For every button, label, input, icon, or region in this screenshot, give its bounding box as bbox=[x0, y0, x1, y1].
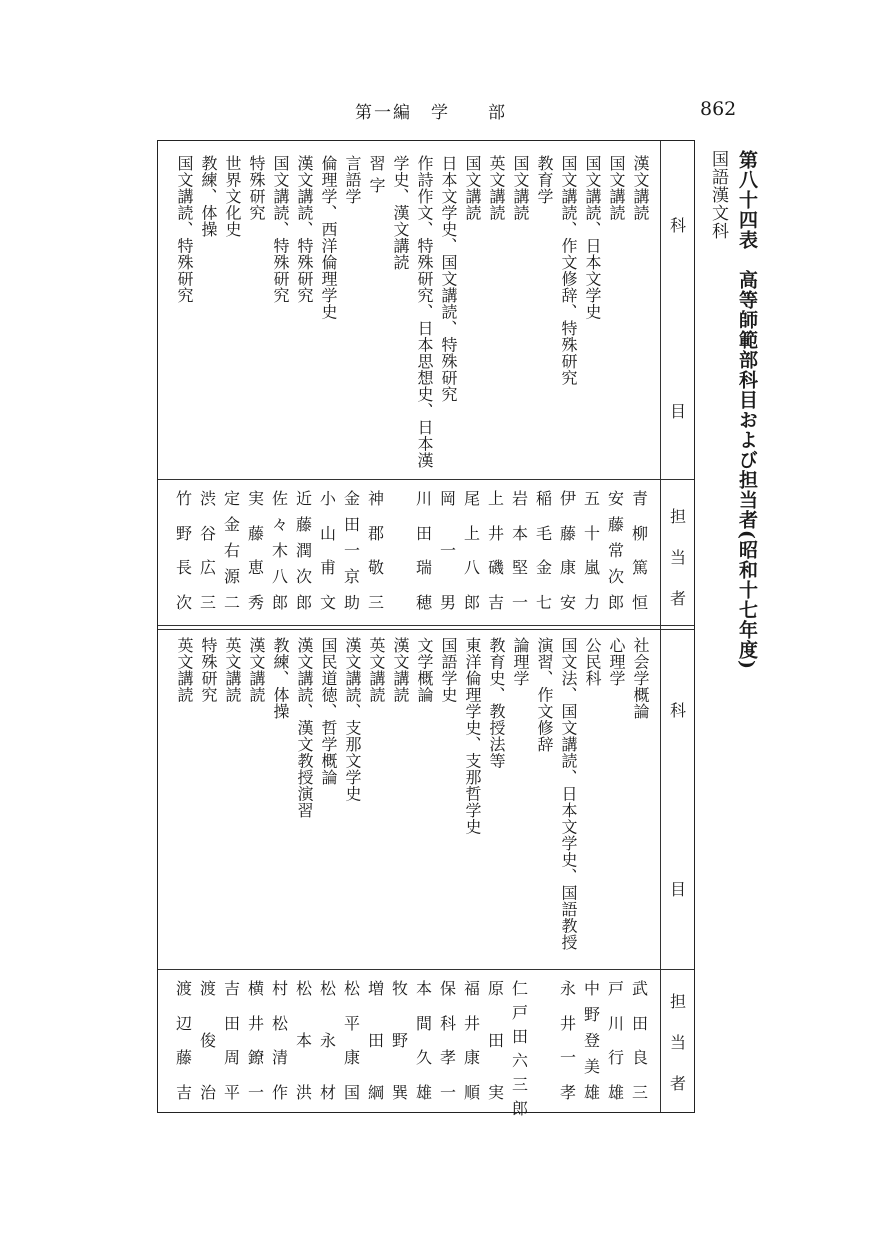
lower-subject-line: 教育史、教授法等 bbox=[487, 637, 506, 769]
upper-subject-line: 習 字 bbox=[367, 155, 386, 194]
lower-teacher-divider bbox=[158, 969, 694, 970]
upper-subject-line: 特殊研究 bbox=[247, 155, 266, 221]
lower-header-subject-1: 科 bbox=[669, 701, 686, 720]
upper-subject-line: 言語学 bbox=[343, 155, 362, 205]
lower-subject-line: 教練、体操 bbox=[271, 637, 290, 720]
header-teacher-2: 当 bbox=[669, 548, 686, 567]
lower-teacher-name: 松 本 洪 bbox=[295, 979, 312, 1102]
header-subject-1: 科 bbox=[669, 216, 686, 235]
lower-subject-line: 国民道徳、哲学概論 bbox=[319, 637, 338, 786]
lower-header-teacher-3: 者 bbox=[669, 1074, 686, 1093]
upper-teacher-name: 岡 一 男 bbox=[439, 489, 456, 612]
upper-subject-line: 世界文化史 bbox=[223, 155, 242, 238]
lower-subject-line: 社会学概論 bbox=[631, 637, 650, 720]
upper-teacher-name: 神 郡 敬 三 bbox=[367, 489, 384, 612]
upper-subject-line: 国文講読、日本文学史 bbox=[583, 155, 602, 320]
upper-teacher-name: 上 井 磯 吉 bbox=[487, 489, 504, 612]
upper-teacher-name: 稲 毛 金 七 bbox=[535, 489, 552, 612]
upper-subject-line: 教育学 bbox=[535, 155, 554, 205]
upper-teacher-name: 青 柳 篤 恒 bbox=[631, 489, 648, 612]
lower-teacher-name: 福 井 康 順 bbox=[463, 979, 480, 1102]
section-divider bbox=[158, 625, 694, 630]
upper-teacher-name: 定 金 右 源 二 bbox=[223, 489, 240, 612]
upper-teacher-name: 渋 谷 広 三 bbox=[199, 489, 216, 612]
lower-teacher-name: 増 田 綱 bbox=[367, 979, 384, 1102]
lower-teacher-name: 横 井 鐐 一 bbox=[247, 979, 264, 1102]
page-number: 862 bbox=[700, 98, 737, 120]
running-head: 第一編 学 部 bbox=[355, 103, 507, 123]
lower-header-teacher-2: 当 bbox=[669, 1033, 686, 1052]
lower-teacher-name: 原 田 実 bbox=[487, 979, 504, 1102]
header-teacher-3: 者 bbox=[669, 589, 686, 608]
lower-subject-line: 公民科 bbox=[583, 637, 602, 687]
table-subtitle: 国語漢文科 bbox=[708, 150, 728, 240]
lower-teacher-name: 渡 辺 藤 吉 bbox=[175, 979, 192, 1102]
upper-teacher-name: 岩 本 堅 一 bbox=[511, 489, 528, 612]
lower-teacher-name: 永 井 一 孝 bbox=[559, 979, 576, 1102]
upper-teacher-name: 実 藤 恵 秀 bbox=[247, 489, 264, 612]
lower-teacher-name: 吉 田 周 平 bbox=[223, 979, 240, 1102]
lower-subject-line: 漢文講読 bbox=[247, 637, 266, 703]
lower-subject-line: 漢文講読 bbox=[391, 637, 410, 703]
upper-subject-line: 学史、漢文講読 bbox=[391, 155, 410, 271]
lower-subject-line: 論理学 bbox=[511, 637, 530, 687]
subjects-table bbox=[157, 140, 695, 1118]
lower-subject-line: 特殊研究 bbox=[199, 637, 218, 703]
upper-teacher-name: 尾 上 八 郎 bbox=[463, 489, 480, 612]
upper-teacher-divider bbox=[158, 479, 694, 480]
upper-subject-line: 国文講読 bbox=[511, 155, 530, 221]
upper-teacher-name: 近 藤 潤 次 郎 bbox=[295, 489, 312, 612]
upper-subject-line: 国文講読、特殊研究 bbox=[271, 155, 290, 304]
lower-subject-line: 国語学史 bbox=[439, 637, 458, 703]
upper-teacher-name: 安 藤 常 次 郎 bbox=[607, 489, 624, 612]
upper-subject-line: 漢文講読、特殊研究 bbox=[295, 155, 314, 304]
lower-subject-line: 英文講読 bbox=[367, 637, 386, 703]
lower-subject-line: 文学概論 bbox=[415, 637, 434, 703]
upper-teacher-name: 佐 々 木 八 郎 bbox=[271, 489, 288, 612]
upper-teacher-name: 川 田 瑞 穂 bbox=[415, 489, 432, 612]
upper-subject-line: 国文講読 bbox=[463, 155, 482, 221]
lower-subject-line: 国文法、国文講読、日本文学史、国語教授 bbox=[559, 637, 578, 951]
lower-subject-line: 英文講読 bbox=[175, 637, 194, 703]
upper-teacher-name: 伊 藤 康 安 bbox=[559, 489, 576, 612]
upper-subject-line: 国文講読、作文修辞、特殊研究 bbox=[559, 155, 578, 386]
lower-header-subject-2: 目 bbox=[669, 880, 686, 899]
lower-teacher-name: 保 科 孝 一 bbox=[439, 979, 456, 1102]
lower-subject-line: 英文講読 bbox=[223, 637, 242, 703]
upper-teacher-name: 金 田 一 京 助 bbox=[343, 489, 360, 612]
upper-teacher-name: 小 山 甫 文 bbox=[319, 489, 336, 612]
upper-subject-line: 国文講読、特殊研究 bbox=[175, 155, 194, 304]
header-subject-2: 目 bbox=[669, 402, 686, 421]
upper-subject-line: 日本文学史、国文講読、特殊研究 bbox=[439, 155, 458, 403]
lower-teacher-name: 村 松 清 作 bbox=[271, 979, 288, 1102]
upper-subject-line: 倫理学、西洋倫理学史 bbox=[319, 155, 338, 320]
header-teacher-1: 担 bbox=[669, 507, 686, 526]
lower-teacher-name: 渡 俊 治 bbox=[199, 979, 216, 1102]
upper-subject-line: 漢文講読 bbox=[631, 155, 650, 221]
lower-teacher-name: 松 平 康 国 bbox=[343, 979, 360, 1102]
lower-subject-line: 漢文講読、漢文教授演習 bbox=[295, 637, 314, 819]
lower-header-teacher-1: 担 bbox=[669, 992, 686, 1011]
lower-teacher-name: 中 野 登 美 雄 bbox=[583, 979, 600, 1102]
upper-subject-line: 国文講読 bbox=[607, 155, 626, 221]
upper-teacher-name: 竹 野 長 次 bbox=[175, 489, 192, 612]
table-title: 第八十四表 高等師範部科目および担当者(昭和十七年度) bbox=[736, 150, 758, 670]
lower-subject-line: 漢文講読、支那文学史 bbox=[343, 637, 362, 802]
lower-teacher-name: 武 田 良 三 bbox=[631, 979, 648, 1102]
lower-teacher-name: 牧 野 巽 bbox=[391, 979, 408, 1102]
upper-subject-line: 教練、体操 bbox=[199, 155, 218, 238]
lower-teacher-name: 本 間 久 雄 bbox=[415, 979, 432, 1102]
lower-teacher-name: 戸 川 行 雄 bbox=[607, 979, 624, 1102]
upper-subject-line: 英文講読 bbox=[487, 155, 506, 221]
lower-subject-line: 演習、作文修辞 bbox=[535, 637, 554, 753]
lower-teacher-name: 仁 戸 田 六 三 郎 bbox=[511, 979, 528, 1118]
lower-teacher-name: 松 永 材 bbox=[319, 979, 336, 1102]
upper-teacher-name: 五 十 嵐 力 bbox=[583, 489, 600, 612]
lower-subject-line: 心理学 bbox=[607, 637, 626, 687]
upper-subject-line: 作詩作文、特殊研究、日本思想史、日本漢 bbox=[415, 155, 434, 469]
lower-subject-line: 東洋倫理学史、支那哲学史 bbox=[463, 637, 482, 835]
